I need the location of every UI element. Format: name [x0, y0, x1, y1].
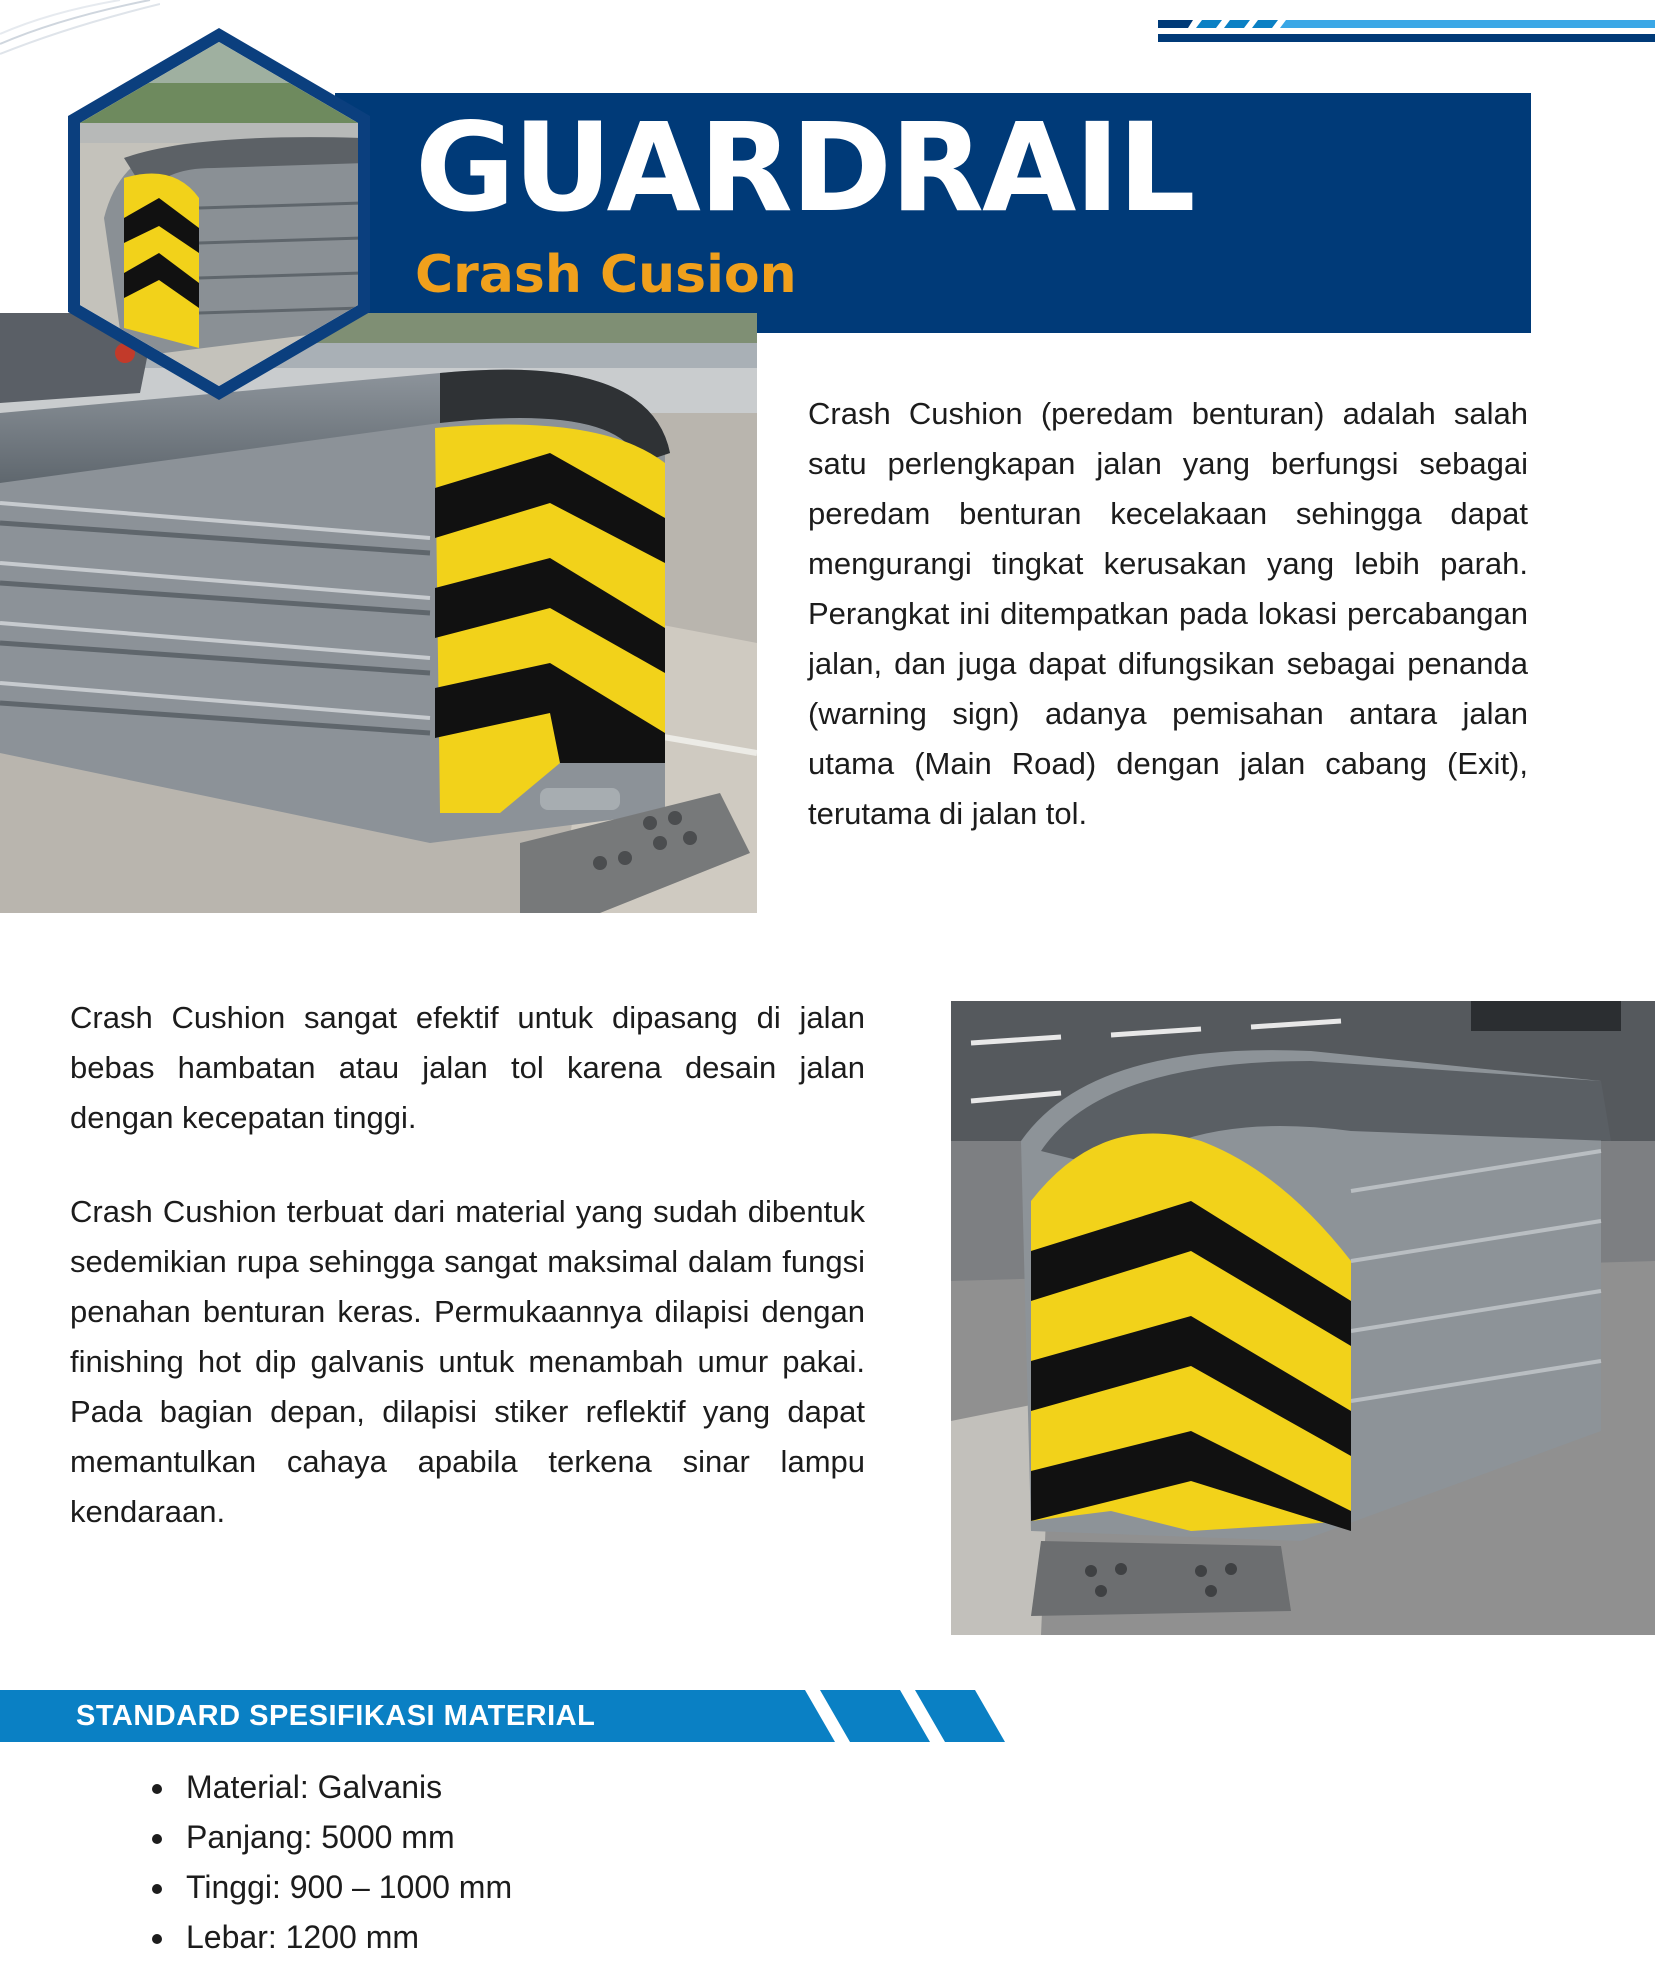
page-title: GUARDRAIL	[415, 97, 1194, 239]
stripe-decoration	[1158, 18, 1655, 48]
crash-cushion-photo-side	[951, 1001, 1655, 1635]
spec-item-length: Panjang: 5000 mm	[150, 1812, 512, 1862]
crash-cushion-photo-main	[0, 313, 757, 913]
page-subtitle: Crash Cusion	[415, 245, 797, 305]
spec-list	[150, 1762, 512, 1962]
body-paragraph-1: Crash Cushion sangat efektif untuk dipasang di jalan bebas hambatan atau jalan tol karena desain jalan dengan kecepatan tinggi.	[70, 1000, 865, 1135]
spec-item-material: Material: Galvanis	[150, 1762, 512, 1812]
intro-paragraph: Crash Cushion (peredam benturan) adalah salah satu perlengkapan jalan yang berfungsi sebagai peredam benturan kecelakaan sehingga dapat mengurangi tingkat kerusakan yang lebih parah. Perangkat ini ditempatkan pada lokasi percabangan jalan, dan juga dapat difungsikan sebagai penanda (warning sign) adanya pemisahan antara jalan utama (Main Road) dengan jalan cabang (Exit), terutama di jalan tol.	[808, 396, 1528, 831]
spec-heading: STANDARD SPESIFIKASI MATERIAL	[76, 1700, 596, 1732]
spec-item-height: Tinggi: 900 – 1000 mm	[150, 1862, 512, 1912]
body-paragraph-2: Crash Cushion terbuat dari material yang sudah dibentuk sedemikian rupa sehingga sangat maksimal dalam fungsi penahan benturan keras. Permukaannya dilapisi dengan finishing hot dip galvanis untuk menambah umur pakai. Pada bagian depan, dilapisi stiker reflektif yang dapat memantulkan cahaya apabila terkena sinar lampu kendaraan.	[70, 1194, 865, 1529]
spec-item-width: Lebar: 1200 mm	[150, 1912, 512, 1962]
hexagon-photo	[64, 28, 374, 400]
